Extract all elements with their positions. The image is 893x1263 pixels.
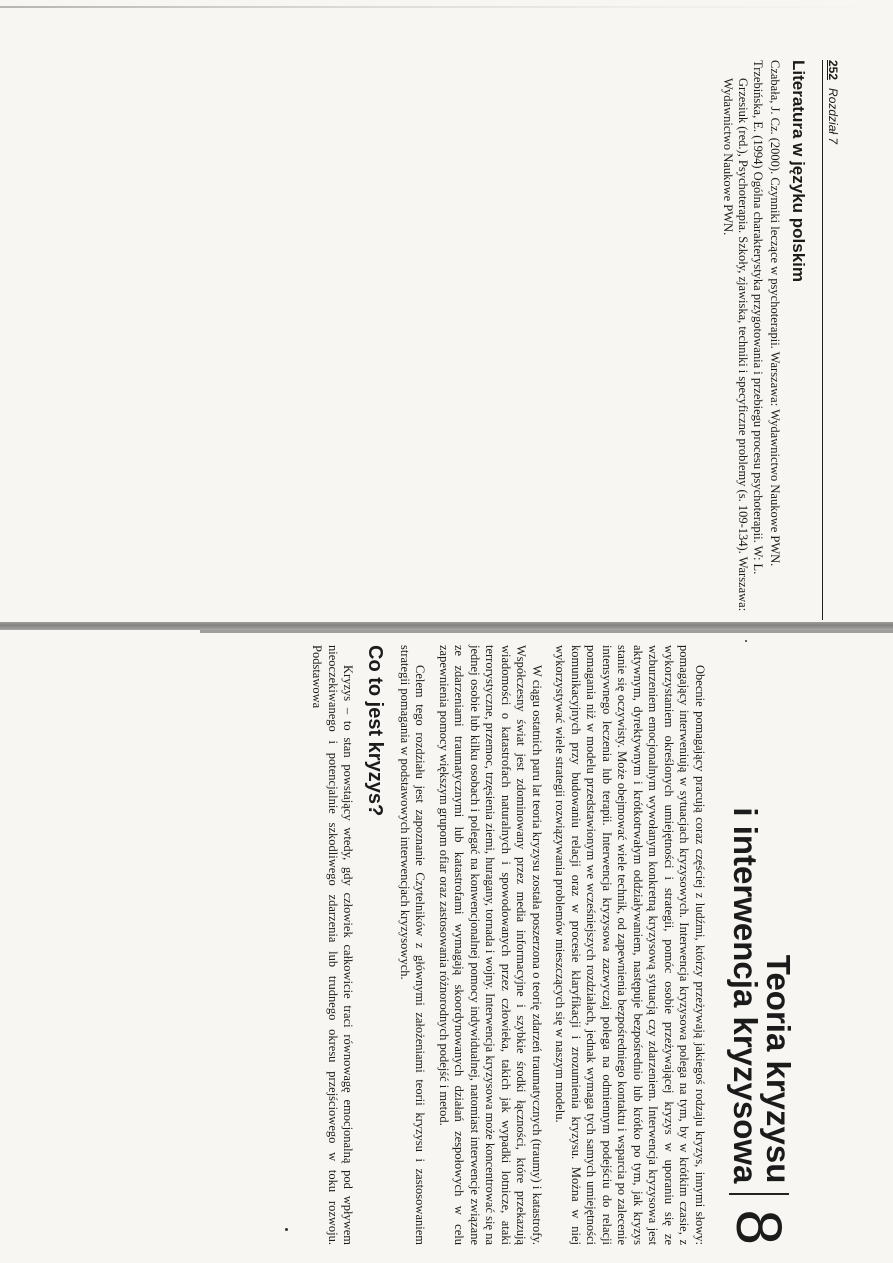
chapter-title <box>729 807 795 1183</box>
chapter-number: 8 <box>729 1193 789 1245</box>
running-head-title: Rozdział 7 <box>826 88 840 145</box>
paragraph: Celem tego rozdziału jest zapoznanie Czytelników z głównymi założeniami teorii kryzysu i zastosowaniem strategii pomagania w podstawowych interwencjach kryzysowych. <box>398 645 428 1245</box>
chapter-page <box>65 645 795 1245</box>
bibliography-entry: Czabała, J. Cz. (2000). Czynniki leczące w psychoterapii. Warszawa: Wydawnictwo Naukowe PWN. <box>768 60 782 567</box>
page-divider <box>0 622 893 630</box>
page-divider-line <box>200 630 893 633</box>
paragraph: Obecnie pomagający pracują coraz częściej z ludźmi, którzy przeżywają jakiegoś rodzaju kryzys, innymi słowy: pomagający interweniują w sytuacjach kryzysowych. Interwencja kryzysowa polega na tym, by w krótkim czasie, z wykorzystaniem określonych umiejętności i strategii, pomóc osobie przeżywającej kryzys w uporaniu się ze wzburzeniem emocjonalnym wywołanym konkretną kryzysową sytuacją czy zdarzeniem. Interwencja kryzysowa jest aktywnym, dyrektywnym i krótkotrwałym oddziaływaniem, następuje bezpośrednio lub krótko po tym, jak kryzys stanie się oczywisty. Może obejmować wiele technik, od zapewnienia bezpośredniego kontaktu i wsparcia po zalecenie intensywnego leczenia lub terapii. Interwencja kryzysowa zazwyczaj polega na odmiennym podejściu do relacji pomagania niż w modelu przedstawionym we wcześniejszych rozdziałach, jednak wymaga tych samych umiejętności komunikacyjnych przy budowaniu relacji oraz w procesie klaryfikacji i zrozumienia kryzysu. Można w niej wykorzystywać wiele strategii rozwiązywania problemów mieszczących się w naszym modelu. <box>553 645 707 1245</box>
page-number: 252 <box>826 60 840 81</box>
chapter-title-line2: i interwencja kryzysowa <box>727 807 764 1184</box>
section-heading: Co to jest kryzys? <box>364 645 387 817</box>
scan-edge <box>0 6 893 8</box>
chapter-body <box>309 645 707 1245</box>
scan-speck <box>745 640 747 642</box>
running-head <box>822 60 840 620</box>
chapter-title-line1: Teoria kryzysu <box>760 954 797 1184</box>
bibliography <box>720 60 782 620</box>
paragraph: Kryzys – to stan powstający wtedy, gdy człowiek całkowicie traci równowagę emocjonalną pod wpływem nieoczekiwanego i potencjalnie szkodliwego zdarzenia lub trudnego okresu przejściowego w toku rozwoju. Podstawowa <box>310 645 356 1245</box>
scan-speck <box>285 1228 288 1231</box>
paragraph: W ciągu ostatnich paru lat teoria kryzysu została poszerzona o teorię zdarzeń traumatycznych (traumy) i katastrofy. Współczesny świat jest zdominowany przez media informacyjne i szybkie środki łączności, które przekazują wiadomości o katastrofach naturalnych i spowodowanych przez człowieka, takich jak wypadki lotnicze, ataki terrorystyczne, przemoc, trzęsienia ziemi, huragany, tornada i wojny. Interwencja kryzysowa może koncentrować się na jednej osobie lub kilku osobach i polegać na konwencjonalnej pomocy indywidualnej, natomiast interwencje związane ze zdarzeniami traumatycznymi lub katastrofami wymagają skoordynowanych działań zespołowych w celu zapewnienia pomocy większym grupom ofiar oraz zastosowania różnorodnych podejść i metod. <box>437 645 544 1245</box>
chapter-header <box>723 645 797 1245</box>
section-title: Literatura w języku polskim <box>789 60 808 283</box>
bibliography-entry: Trzebińska, E. (1994) Ogólna charakterystyka przygotowania i przebiegu procesu psychoterapii. W: L. Grzesiuk (red.), Psychoterapia. Szkoły, zjawiska, techniki i specyficzne problemy (s. 109-134). Warszawa: Wydawnictwo Naukowe PWN. <box>721 60 765 612</box>
upper-page <box>80 60 840 620</box>
